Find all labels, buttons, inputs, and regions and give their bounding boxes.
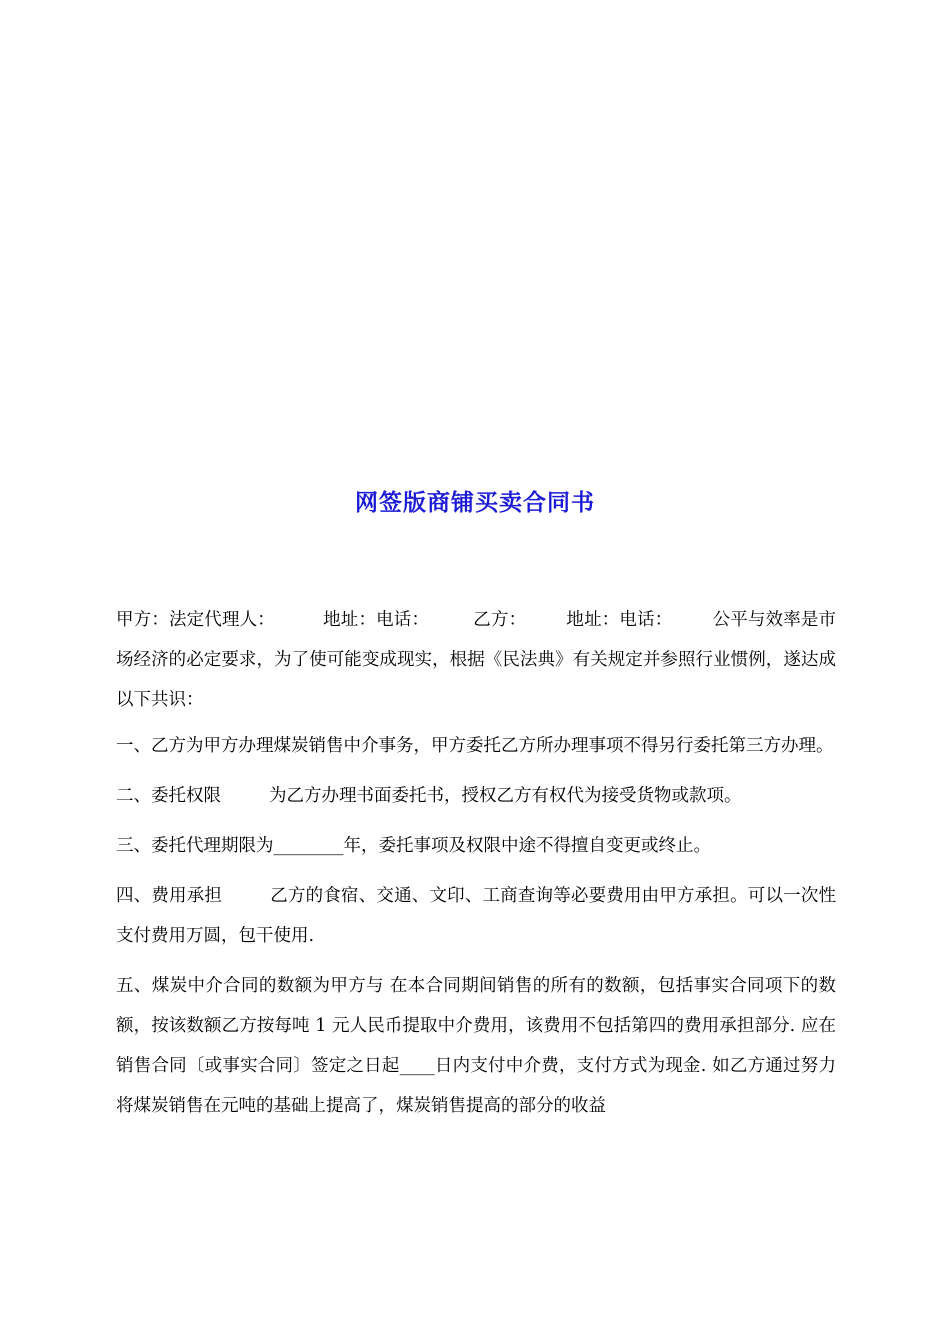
clause-4 (116, 876, 836, 956)
intro-paragraph (116, 600, 836, 720)
document-body (116, 600, 836, 1136)
address-phone-label-1: 地址：电话： (322, 610, 430, 630)
clause-4-text: 乙方的食宿、交通、文印、工商查询等必要费用由甲方承担。可以一次性支付费用万圆，包干使用. (116, 886, 837, 946)
clause-2-heading: 二、委托权限 (116, 786, 221, 806)
clause-4-heading: 四、费用承担 (116, 886, 223, 906)
clause-1 (116, 726, 836, 766)
document-title: 网签版商铺买卖合同书 (355, 489, 595, 516)
clause-5-text: 五、煤炭中介合同的数额为甲方与 在本合同期间销售的所有的数额，包括事实合同项下的数额，按该数额乙方按每吨 1 元人民币提取中介费用，该费用不包括第四的费用承担部分. 应在销售合同〔或事实合同〕签定之日起____日内支付中介费，支付方式为现金. 如乙方通过努力将煤炭销售在元吨的基础上提高了，煤炭销售提高的部分的收益 (116, 976, 836, 1116)
clause-1-text: 一、乙方为甲方办理煤炭销售中介事务，甲方委托乙方所办理事项不得另行委托第三方办理。 (116, 736, 834, 756)
clause-2-text: 为乙方办理书面委托书，授权乙方有权代为接受货物或款项。 (269, 786, 742, 806)
address-phone-label-2: 地址：电话： (566, 610, 673, 630)
party-a-label: 甲方：法定代理人： (116, 610, 275, 630)
intro-body-text: 公平与效率是市场经济的必定要求，为了使可能变成现实，根据《民法典》有关规定并参照行业惯例，遂达成以下共识： (116, 610, 837, 710)
clause-5 (116, 966, 836, 1126)
party-b-label: 乙方： (473, 610, 527, 630)
clause-3-text: 三、委托代理期限为________年，委托事项及权限中途不得擅自变更或终止。 (116, 836, 711, 856)
clause-3 (116, 826, 836, 866)
clause-2 (116, 776, 836, 816)
